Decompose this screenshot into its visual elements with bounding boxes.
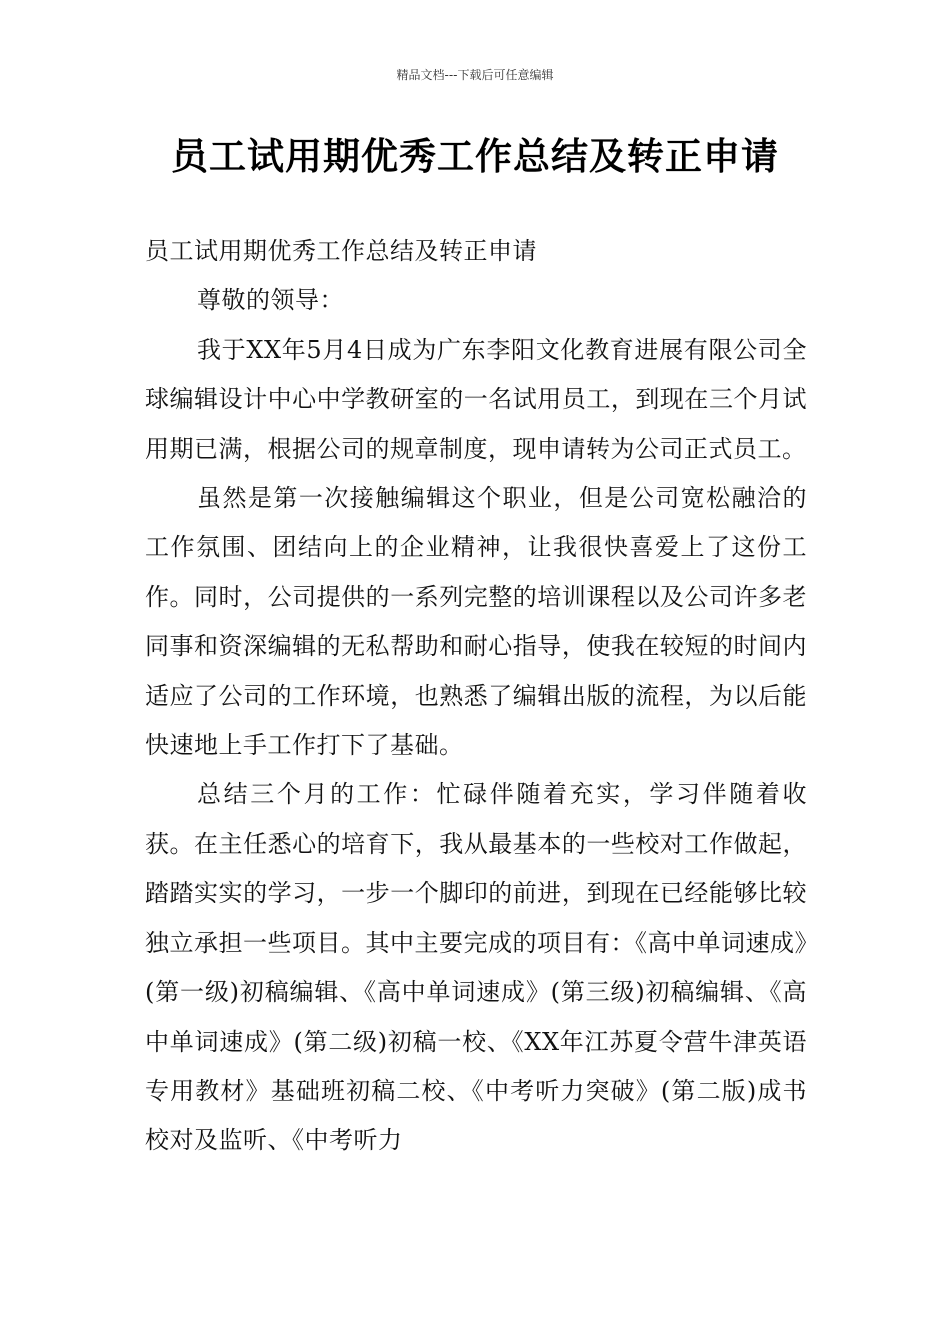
document-title: 员工试用期优秀工作总结及转正申请 (171, 135, 779, 178)
subtitle-paragraph: 员工试用期优秀工作总结及转正申请 (145, 237, 537, 265)
document-body (145, 227, 807, 1166)
experience-paragraph: 虽然是第一次接触编辑这个职业，但是公司宽松融洽的工作氛围、团结向上的企业精神，让我很快喜爱上了这份工作。同时，公司提供的一系列完整的培训课程以及公司许多老同事和资深编辑的无私帮助和耐心指导，使我在较短的时间内适应了公司的工作环境，也熟悉了编辑出版的流程，为以后能快速地上手工作打下了基础。 (145, 484, 807, 760)
salutation-paragraph: 尊敬的领导： (197, 286, 344, 315)
summary-paragraph: 总结三个月的工作：忙碌伴随着充实，学习伴随着收获。在主任悉心的培育下，我从最基本的一些校对工作做起，踏踏实实的学习，一步一个脚印的前进，到现在已经能够比较独立承担一些项目。其中主要完成的项目有：《高中单词速成》(第一级)初稿编辑、《高中单词速成》(第三级)初稿编辑、《高中单词速成》(第二级)初稿一校、《XX年江苏夏令营牛津英语专用教材》基础班初稿二校、《中考听力突破》(第二版)成书校对及监听、《中考听力 (145, 780, 807, 1155)
intro-paragraph: 我于XX年5月4日成为广东李阳文化教育进展有限公司全球编辑设计中心中学教研室的一名试用员工，到现在三个月试用期已满，根据公司的规章制度，现申请转为公司正式员工。 (145, 335, 807, 463)
header-note: 精品文档---下载后可任意编辑 (396, 68, 554, 82)
